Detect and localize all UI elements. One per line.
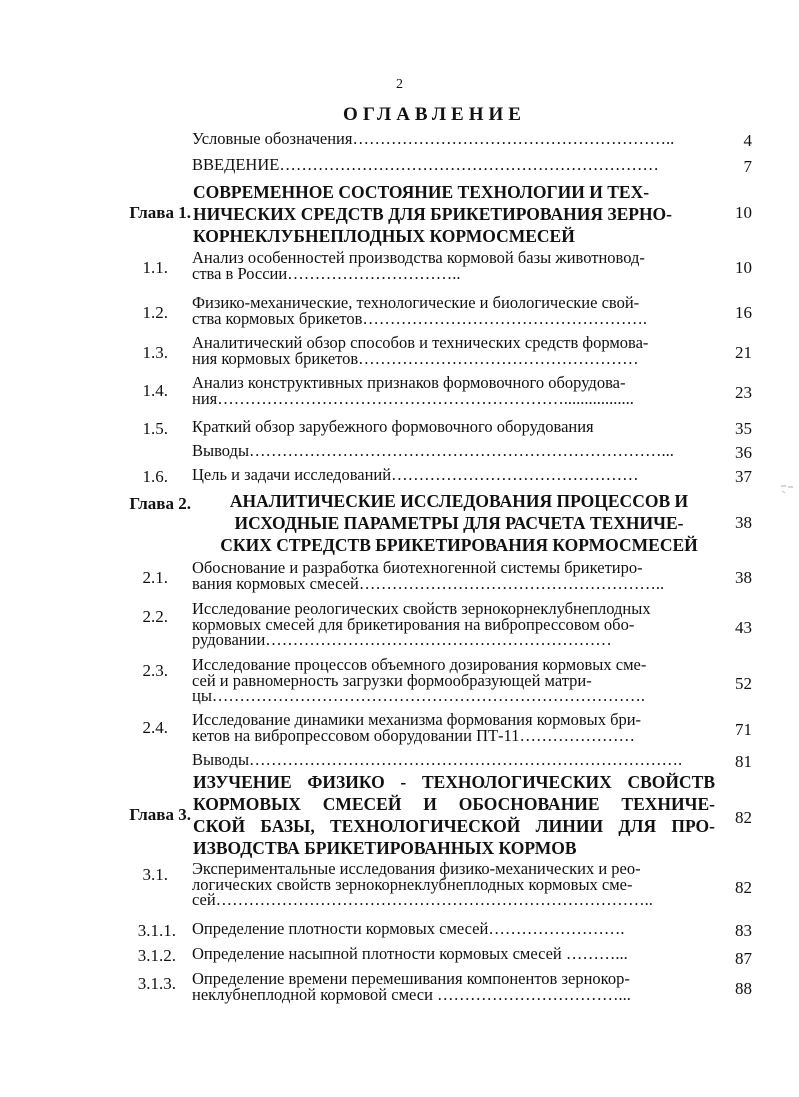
entry-line: цы……………………………………………………………………. xyxy=(192,686,646,705)
toc-entry-page: 81 xyxy=(735,752,752,771)
chapter-title-line: СОВРЕМЕННОЕ СОСТОЯНИЕ ТЕХНОЛОГИИ И ТЕХ- xyxy=(193,182,650,202)
toc-entry-page: 83 xyxy=(735,921,752,940)
toc-entry-number: 3.1. xyxy=(142,865,168,884)
entry-line: ства кормовых брикетов……………………………………………. xyxy=(192,308,647,328)
chapter-title-line: ИЗВОДСТВА БРИКЕТИРОВАННЫХ КОРМОВ xyxy=(193,838,577,858)
toc-entry-page: 23 xyxy=(735,383,752,402)
toc-entry-number: 3.1.3. xyxy=(137,974,176,993)
toc-entry-page: 82 xyxy=(735,808,752,827)
entry-line: Анализ конструктивных признаков формовочного оборудова- xyxy=(192,373,626,392)
toc-entry-number: 1.4. xyxy=(142,381,168,400)
entry-line: вания кормовых смесей……………………………………………….. xyxy=(192,573,665,593)
toc-entry-text xyxy=(192,601,712,648)
toc-entry-page: 37 xyxy=(735,467,752,486)
toc-entry-page: 52 xyxy=(735,674,752,693)
chapter-title-line: НИЧЕСКИХ СРЕДСТВ ДЛЯ БРИКЕТИРОВАНИЯ ЗЕРНО- xyxy=(193,204,672,224)
entry-line: сей…………………………………………………………………….. xyxy=(192,890,653,909)
entry-line: Физико-механические, технологические и биологические свой- xyxy=(192,293,640,312)
toc-entry-page: 43 xyxy=(735,618,752,637)
entry-line: Обоснование и разработка биотехногенной системы брикетиро- xyxy=(192,558,643,577)
toc-entry-number: 1.1. xyxy=(142,258,168,277)
toc-chapter-title xyxy=(205,490,713,556)
toc-entry-page: 36 xyxy=(735,443,752,462)
toc-entry-text xyxy=(192,657,712,704)
toc-entry-text: Определение плотности кормовых смесей……………………. xyxy=(192,919,625,938)
entry-line: ства в России………………………….. xyxy=(192,263,461,283)
toc-entry-number: 2.4. xyxy=(142,718,168,737)
entry-line: Исследование процессов объемного дозирования кормовых сме- xyxy=(192,655,647,674)
entry-line: ния………………………………………………………................. xyxy=(192,388,634,408)
toc-entry-text xyxy=(192,861,712,908)
toc-entry-page: 16 xyxy=(735,303,752,322)
entry-line: Анализ особенностей производства кормовой базы животновод- xyxy=(192,248,645,267)
page-title: ОГЛАВЛЕНИЕ xyxy=(343,104,526,125)
toc-entry-number: 1.2. xyxy=(142,303,168,322)
toc-entry-text xyxy=(192,295,712,326)
entry-line: логических свойств зернокорнеклубнеплодных кормовых сме- xyxy=(192,874,633,894)
entry-line: кетов на вибропрессовом оборудовании ПТ-11………………… xyxy=(192,725,635,745)
toc-entry-page: 38 xyxy=(735,568,752,587)
toc-entry-page: 7 xyxy=(743,157,752,176)
toc-entry-text xyxy=(192,971,712,1002)
toc-entry-page: 10 xyxy=(735,203,752,222)
chapter-title-line: АНАЛИТИЧЕСКИЕ ИССЛЕДОВАНИЯ ПРОЦЕССОВ И xyxy=(229,491,689,511)
chapter-title-line: СКОЙ БАЗЫ, ТЕХНОЛОГИЧЕСКОЙ ЛИНИИ ДЛЯ ПРО- xyxy=(193,816,715,836)
toc-entry-text: Цель и задачи исследований……………………………………… xyxy=(192,465,639,484)
entry-line: ния кормовых брикетов…………………………………………… xyxy=(192,348,639,368)
toc-entry-text: Краткий обзор зарубежного формовочного оборудования xyxy=(192,417,594,436)
entry-line: Определение времени перемешивания компонентов зернокор- xyxy=(192,969,630,988)
toc-entry-number: 2.3. xyxy=(142,661,168,680)
entry-line: Аналитический обзор способов и технических средств формова- xyxy=(192,333,649,352)
toc-entry-number: 3.1.1. xyxy=(137,921,176,940)
toc-entry-number: 1.5. xyxy=(142,419,168,438)
chapter-title-line: КОРМОВЫХ СМЕСЕЙ И ОБОСНОВАНИЕ ТЕХНИЧЕ- xyxy=(193,794,715,814)
toc-entry-page: 87 xyxy=(735,949,752,968)
entry-line: неклубнеплодной кормовой смеси ……………………………... xyxy=(192,984,631,1004)
toc-entry-text: ВВЕДЕНИЕ…………………………………………………………… xyxy=(192,155,659,174)
toc-entry-number: 1.3. xyxy=(142,343,168,362)
toc-entry-number: 1.6. xyxy=(142,467,168,486)
toc-entry-text xyxy=(192,250,712,281)
toc-entry-number: 2.2. xyxy=(142,607,168,626)
toc-entry-page: 88 xyxy=(735,979,752,998)
toc-entry-text xyxy=(192,375,712,406)
toc-entry-text xyxy=(192,560,712,591)
entry-line: рудовании……………………………………………………… xyxy=(192,630,612,649)
toc-entry-page: 35 xyxy=(735,419,752,438)
entry-line: Исследование динамики механизма формования кормовых бри- xyxy=(192,710,642,729)
chapter-title-line: СКИХ СТРЕДСТВ БРИКЕТИРОВАНИЯ КОРМОСМЕСЕЙ xyxy=(220,535,698,555)
toc-chapter-number: Глава 1. xyxy=(129,203,191,222)
chapter-title-line: ИЗУЧЕНИЕ ФИЗИКО - ТЕХНОЛОГИЧЕСКИХ СВОЙСТВ xyxy=(193,772,715,792)
toc-entry-number: 3.1.2. xyxy=(137,946,176,965)
toc-entry-page: 4 xyxy=(743,131,752,150)
toc-entry-page: 82 xyxy=(735,878,752,897)
scan-artifact-mark xyxy=(780,484,794,494)
toc-chapter-title xyxy=(193,771,715,859)
toc-entry-text xyxy=(192,712,712,743)
toc-entry-page: 21 xyxy=(735,343,752,362)
toc-entry-page: 38 xyxy=(735,513,752,532)
toc-chapter-number: Глава 3. xyxy=(129,805,191,824)
page-number: 2 xyxy=(396,77,403,92)
entry-line: Исследование реологических свойств зернокорнеклубнеплодных xyxy=(192,599,651,618)
entry-line: кормовых смесей для брикетирования на вибропрессовом обо- xyxy=(192,614,635,634)
toc-chapter-number: Глава 2. xyxy=(129,494,191,513)
toc-entry-page: 71 xyxy=(735,720,752,739)
toc-entry-text: Выводы…………………………………………………………………... xyxy=(192,441,674,460)
toc-entry-text: Условные обозначения………………………………………………….. xyxy=(192,129,675,148)
toc-entry-number: 2.1. xyxy=(142,568,168,587)
toc-entry-text xyxy=(192,335,712,366)
toc-entry-page: 10 xyxy=(735,258,752,277)
chapter-title-line: ИСХОДНЫЕ ПАРАМЕТРЫ ДЛЯ РАСЧЕТА ТЕХНИЧЕ- xyxy=(234,513,684,533)
toc-entry-text: Выводы……………………………………………………………………. xyxy=(192,750,683,769)
entry-line: сей и равномерность загрузки формообразующей матри- xyxy=(192,670,592,690)
entry-line: Экспериментальные исследования физико-механических и рео- xyxy=(192,859,641,878)
toc-chapter-title xyxy=(193,181,715,247)
chapter-title-line: КОРНЕКЛУБНЕПЛОДНЫХ КОРМОСМЕСЕЙ xyxy=(193,226,575,246)
toc-entry-text: Определение насыпной плотности кормовых смесей ………... xyxy=(192,944,628,963)
